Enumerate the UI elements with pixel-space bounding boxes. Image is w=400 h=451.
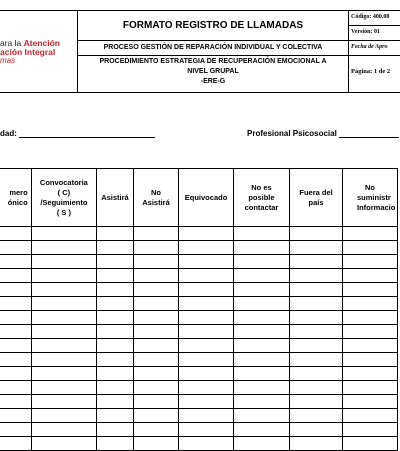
table-cell[interactable]: [31, 437, 96, 451]
table-cell[interactable]: [179, 367, 234, 381]
header-row-line-2: [77, 55, 349, 56]
document-title: FORMATO REGISTRO DE LLAMADAS: [122, 19, 304, 31]
table-row: [0, 367, 398, 381]
entity-field: [0, 128, 155, 138]
table-cell[interactable]: [179, 255, 234, 269]
col-out-of-country: Fuera del país: [290, 169, 343, 227]
table-cell[interactable]: [0, 283, 31, 297]
col-no-info: No suministr Informacio: [342, 169, 397, 227]
table-cell[interactable]: [97, 367, 134, 381]
header-divider-right: [348, 10, 349, 93]
meta-row-line-2: [348, 40, 400, 41]
page-number: Página: 1 de 2: [351, 68, 391, 75]
meta-row-line-3: [348, 55, 400, 56]
table-cell[interactable]: [233, 339, 289, 353]
call-log-table: [0, 168, 398, 451]
table-row: [0, 241, 398, 255]
table-cell[interactable]: [31, 227, 96, 241]
table-cell[interactable]: [179, 381, 234, 395]
table-cell[interactable]: [290, 395, 343, 409]
table-cell[interactable]: [290, 381, 343, 395]
table-cell[interactable]: [179, 423, 234, 437]
logo-text-line3: mas: [0, 56, 16, 65]
table-cell[interactable]: [0, 437, 31, 451]
table-cell[interactable]: [290, 423, 343, 437]
table-cell[interactable]: [31, 283, 96, 297]
table-cell[interactable]: [179, 339, 234, 353]
table-cell[interactable]: [97, 227, 134, 241]
table-row: [0, 311, 398, 325]
table-cell[interactable]: [0, 227, 31, 241]
table-row: [0, 395, 398, 409]
table-cell[interactable]: [290, 437, 343, 451]
table-cell[interactable]: [133, 437, 178, 451]
table-row: [0, 437, 398, 451]
table-cell[interactable]: [31, 297, 96, 311]
document-code: Código: 400.08: [351, 14, 390, 20]
table-cell[interactable]: [31, 241, 96, 255]
table-cell[interactable]: [179, 409, 234, 423]
table-cell[interactable]: [133, 395, 178, 409]
logo-text-accent: Atención: [23, 38, 60, 48]
table-row: [0, 325, 398, 339]
psychosocial-professional-input-line[interactable]: [339, 128, 399, 138]
procedure-line-3: -ERE-G: [200, 78, 226, 85]
table-cell[interactable]: [31, 325, 96, 339]
table-cell[interactable]: [97, 353, 134, 367]
table-cell[interactable]: [342, 423, 397, 437]
table-cell[interactable]: [97, 241, 134, 255]
table-row: [0, 227, 398, 241]
table-cell[interactable]: [179, 311, 234, 325]
table-cell[interactable]: [290, 269, 343, 283]
table-cell[interactable]: [290, 311, 343, 325]
table-cell[interactable]: [342, 227, 397, 241]
table-cell[interactable]: [290, 241, 343, 255]
col-will-not-attend: No Asistirá: [133, 169, 178, 227]
table-cell[interactable]: [0, 325, 31, 339]
table-cell[interactable]: [31, 409, 96, 423]
table-cell[interactable]: [342, 325, 397, 339]
table-cell[interactable]: [179, 297, 234, 311]
table-cell[interactable]: [97, 423, 134, 437]
table-cell[interactable]: [31, 367, 96, 381]
table-row: [0, 283, 398, 297]
table-cell[interactable]: [233, 297, 289, 311]
table-cell[interactable]: [233, 269, 289, 283]
table-cell[interactable]: [342, 241, 397, 255]
table-cell[interactable]: [31, 395, 96, 409]
col-wrong-number: Equivocado: [179, 169, 234, 227]
table-cell[interactable]: [179, 353, 234, 367]
table-cell[interactable]: [342, 437, 397, 451]
col-will-attend: Asistirá: [97, 169, 134, 227]
table-cell[interactable]: [290, 339, 343, 353]
table-cell[interactable]: [133, 381, 178, 395]
table-cell[interactable]: [342, 283, 397, 297]
table-cell[interactable]: [133, 227, 178, 241]
table-row: [0, 339, 398, 353]
table-cell[interactable]: [342, 255, 397, 269]
col-phone-number: mero ónico: [0, 169, 31, 227]
table-cell[interactable]: [0, 409, 31, 423]
table-cell[interactable]: [97, 325, 134, 339]
table-cell[interactable]: [233, 255, 289, 269]
logo-text-prefix: ara la: [0, 38, 24, 48]
table-cell[interactable]: [133, 325, 178, 339]
table-cell[interactable]: [133, 283, 178, 297]
table-cell[interactable]: [31, 423, 96, 437]
table-cell[interactable]: [233, 367, 289, 381]
table-cell[interactable]: [179, 283, 234, 297]
table-body: [0, 227, 398, 451]
table-cell[interactable]: [0, 395, 31, 409]
table-cell[interactable]: [133, 353, 178, 367]
table-cell[interactable]: [290, 255, 343, 269]
table-cell[interactable]: [0, 353, 31, 367]
table-cell[interactable]: [0, 311, 31, 325]
table-cell[interactable]: [342, 297, 397, 311]
table-header-row: [0, 169, 398, 227]
document-version: Versión: 01: [351, 29, 380, 35]
table-cell[interactable]: [290, 297, 343, 311]
table-cell[interactable]: [97, 381, 134, 395]
psychosocial-professional-label: Profesional Psicosocial: [247, 129, 337, 138]
table-cell[interactable]: [0, 423, 31, 437]
table-cell[interactable]: [233, 423, 289, 437]
table-cell[interactable]: [97, 339, 134, 353]
table-cell[interactable]: [133, 423, 178, 437]
table-cell[interactable]: [233, 311, 289, 325]
table-cell[interactable]: [97, 409, 134, 423]
table-cell[interactable]: [233, 325, 289, 339]
header-row-line-1: [77, 40, 349, 41]
table-cell[interactable]: [0, 381, 31, 395]
table-cell[interactable]: [342, 381, 397, 395]
table-cell[interactable]: [179, 437, 234, 451]
table-cell[interactable]: [179, 241, 234, 255]
entity-label: dad:: [0, 129, 17, 138]
table-row: [0, 381, 398, 395]
table-cell[interactable]: [233, 227, 289, 241]
table-cell[interactable]: [97, 437, 134, 451]
table-row: [0, 255, 398, 269]
table-cell[interactable]: [179, 395, 234, 409]
meta-row-line-1: [348, 25, 400, 26]
table-cell[interactable]: [290, 367, 343, 381]
table-cell[interactable]: [233, 437, 289, 451]
table-cell[interactable]: [31, 381, 96, 395]
table-cell[interactable]: [290, 353, 343, 367]
header-bottom-border: [0, 92, 400, 93]
table-cell[interactable]: [342, 269, 397, 283]
table-cell[interactable]: [233, 353, 289, 367]
table-cell[interactable]: [0, 269, 31, 283]
table-row: [0, 423, 398, 437]
logo-text-line2: ación Integral: [0, 47, 56, 57]
table-cell[interactable]: [179, 269, 234, 283]
table-cell[interactable]: [342, 409, 397, 423]
organization-logo: [0, 38, 70, 65]
table-cell[interactable]: [0, 367, 31, 381]
table-cell[interactable]: [97, 395, 134, 409]
table-cell[interactable]: [31, 255, 96, 269]
table-cell[interactable]: [233, 241, 289, 255]
table-cell[interactable]: [133, 255, 178, 269]
table-cell[interactable]: [31, 269, 96, 283]
table-row: [0, 409, 398, 423]
table-cell[interactable]: [233, 395, 289, 409]
table-cell[interactable]: [0, 241, 31, 255]
table-cell[interactable]: [133, 269, 178, 283]
table-cell[interactable]: [179, 227, 234, 241]
col-call-type: Convocatoria ( C) /Seguimiento ( S ): [31, 169, 96, 227]
procedure-line-2: NIVEL GRUPAL: [187, 68, 239, 75]
table-row: [0, 269, 398, 283]
table-cell[interactable]: [233, 283, 289, 297]
table-row: [0, 353, 398, 367]
table-cell[interactable]: [31, 339, 96, 353]
table-cell[interactable]: [133, 311, 178, 325]
approval-date: Fecha de Apro: [351, 44, 388, 50]
table-cell[interactable]: [97, 255, 134, 269]
entity-input-line[interactable]: [19, 128, 155, 138]
table-cell[interactable]: [0, 297, 31, 311]
table-cell[interactable]: [342, 339, 397, 353]
table-cell[interactable]: [342, 395, 397, 409]
table-cell[interactable]: [31, 353, 96, 367]
table-cell[interactable]: [342, 353, 397, 367]
psychosocial-professional-field: [247, 128, 399, 138]
table-cell[interactable]: [0, 255, 31, 269]
table-cell[interactable]: [97, 311, 134, 325]
table-cell[interactable]: [97, 283, 134, 297]
table-cell[interactable]: [0, 339, 31, 353]
table-cell[interactable]: [133, 339, 178, 353]
table-cell[interactable]: [290, 283, 343, 297]
table-cell[interactable]: [31, 311, 96, 325]
table-cell[interactable]: [179, 325, 234, 339]
table-row: [0, 297, 398, 311]
col-unreachable: No es posible contactar: [233, 169, 289, 227]
table-cell[interactable]: [133, 409, 178, 423]
table-cell[interactable]: [133, 297, 178, 311]
table-cell[interactable]: [290, 227, 343, 241]
table-cell[interactable]: [97, 297, 134, 311]
table-cell[interactable]: [133, 241, 178, 255]
process-name: PROCESO GESTIÓN DE REPARACIÓN INDIVIDUAL Y COLECTIVA: [103, 44, 323, 51]
table-cell[interactable]: [290, 409, 343, 423]
procedure-line-1: PROCEDIMIENTO ESTRATEGIA DE RECUPERACIÓN EMOCIONAL A: [99, 58, 327, 65]
table-cell[interactable]: [290, 325, 343, 339]
table-cell[interactable]: [97, 269, 134, 283]
table-cell[interactable]: [233, 409, 289, 423]
table-cell[interactable]: [342, 367, 397, 381]
table-cell[interactable]: [133, 367, 178, 381]
table-cell[interactable]: [233, 381, 289, 395]
table-cell[interactable]: [342, 311, 397, 325]
